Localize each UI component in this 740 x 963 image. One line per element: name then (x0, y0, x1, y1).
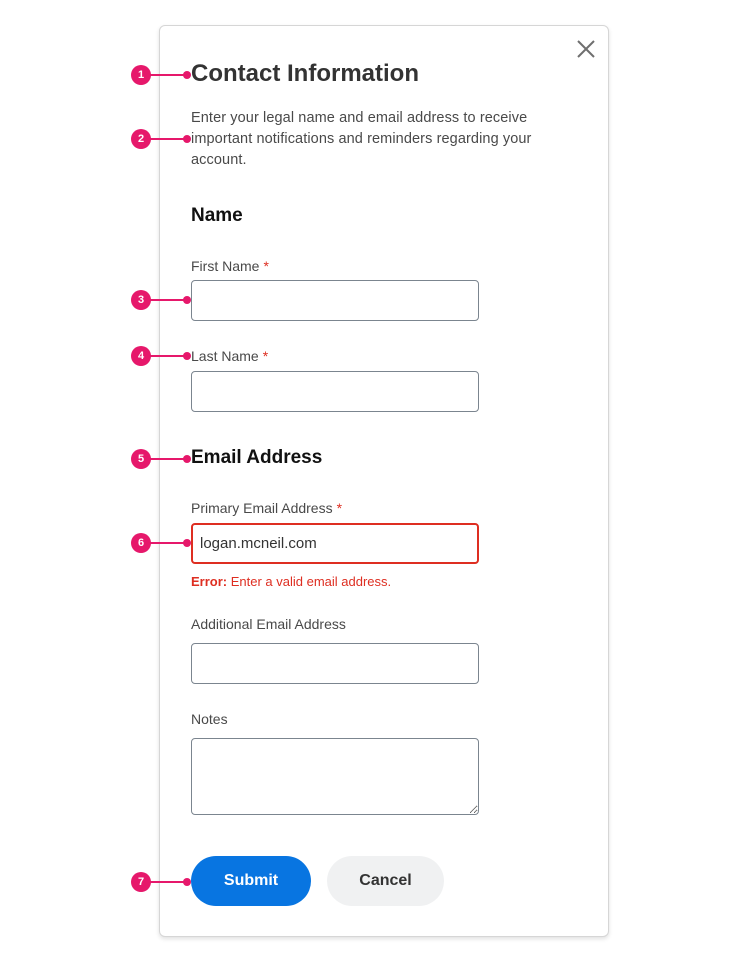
submit-button[interactable]: Submit (191, 856, 311, 906)
annotation-marker-3: 3 (131, 290, 151, 310)
annotation-line (150, 138, 186, 140)
name-section-heading: Name (191, 205, 243, 226)
annotation-dot (183, 878, 191, 886)
additional-email-input[interactable] (191, 643, 479, 684)
email-section-heading: Email Address (191, 447, 323, 468)
first-name-input[interactable] (191, 280, 479, 321)
required-indicator: * (263, 258, 269, 274)
annotation-dot (183, 71, 191, 79)
annotation-line (150, 458, 186, 460)
annotation-line (150, 881, 186, 883)
primary-email-error: Error: Enter a valid email address. (191, 574, 392, 589)
cancel-button[interactable]: Cancel (327, 856, 444, 906)
dialog-description: Enter your legal name and email address to receive important notifications and reminders regarding your account. (191, 110, 532, 168)
notes-label: Notes (191, 711, 228, 727)
required-indicator: * (262, 348, 269, 364)
annotation-marker-1: 1 (131, 65, 151, 85)
annotation-marker-7: 7 (131, 872, 151, 892)
annotation-line (150, 74, 186, 76)
primary-email-input[interactable] (191, 523, 479, 564)
annotation-dot (183, 352, 191, 360)
primary-email-label: Primary Email Address * (191, 500, 343, 516)
annotation-dot (183, 296, 191, 304)
notes-textarea[interactable] (191, 738, 479, 815)
annotation-marker-4: 4 (131, 346, 151, 366)
last-name-label: Last Name * (191, 348, 269, 364)
annotation-dot (183, 135, 191, 143)
annotation-marker-6: 6 (131, 533, 151, 553)
annotation-dot (183, 539, 191, 547)
annotation-marker-2: 2 (131, 129, 151, 149)
dialog-title: Contact Information (191, 60, 419, 87)
required-indicator: * (336, 500, 343, 516)
last-name-input[interactable] (191, 371, 479, 412)
annotation-line (150, 299, 186, 301)
annotation-line (150, 542, 186, 544)
first-name-label: First Name * (191, 258, 269, 274)
additional-email-label: Additional Email Address (191, 616, 346, 632)
annotation-marker-5: 5 (131, 449, 151, 469)
close-icon[interactable] (575, 38, 597, 60)
annotation-dot (183, 455, 191, 463)
annotation-line (150, 355, 186, 357)
